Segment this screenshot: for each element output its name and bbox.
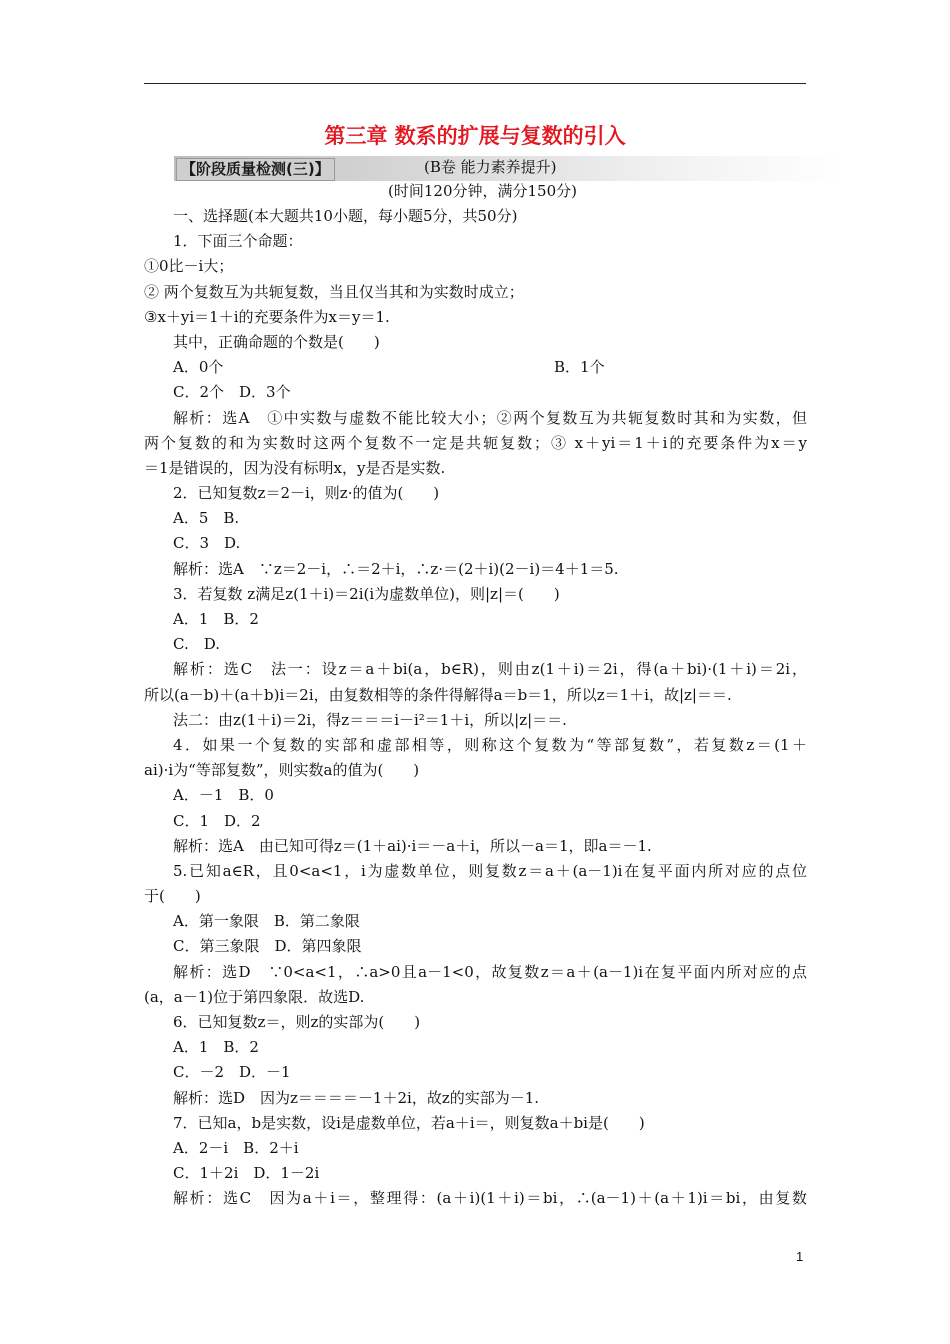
question-1-solution-end: ＝1是错误的，因为没有标明x，y是否是实数. xyxy=(144,458,446,477)
question-1-solution: 解析：选A ①中实数与虚数不能比较大小；②两个复数互为共轭复数时其和为实数，但 xyxy=(173,408,807,427)
question-5-solution-cont: (a，a－1)位于第四象限．故选D. xyxy=(144,987,365,1006)
question-1-options-ab xyxy=(173,355,807,380)
question-3-solution-cont: 所以(a－b)＋(a＋b)i＝2i，由复数相等的条件得解得a＝b＝1，所以z＝1＋i，故|z|＝＝. xyxy=(144,685,732,704)
question-6-stem: 6．已知复数z＝，则z的实部为( ) xyxy=(173,1013,421,1031)
question-1-proposition-2: ② 两个复数互为共轭复数，当且仅当其和为实数时成立； xyxy=(144,282,524,301)
question-3-stem: 3．若复数 z满足z(1＋i)＝2i(i为虚数单位)，则|z|＝( ) xyxy=(173,584,560,603)
option-b: B．1个 xyxy=(554,358,605,377)
question-3-options-cd: C. D. xyxy=(173,635,220,654)
question-4-options-cd: C．1 D．2 xyxy=(173,811,261,830)
option-a: A．0个 xyxy=(173,358,224,377)
question-6-options-ab: A．1 B．2 xyxy=(173,1038,259,1057)
question-2-options-cd: C．3 D. xyxy=(173,534,241,553)
section-banner-label: 【阶段质量检测(三)】 xyxy=(176,158,335,181)
question-2-solution: 解析：选A ∵z＝2－i，∴＝2＋i，∴z·＝(2＋i)(2－i)＝4＋1＝5. xyxy=(173,559,619,578)
question-1-solution-cont: 两个复数的和为实数时这两个复数不一定是共轭复数；③ x＋yi＝1＋i的充要条件为x＝y xyxy=(144,433,807,452)
question-3-options-ab: A．1 B．2 xyxy=(173,610,259,628)
question-5-solution: 解析：选D ∵0<a<1，∴a>0且a－1<0，故复数z＝a＋(a－1)i在复平面内所对应的点 xyxy=(173,962,807,981)
question-2-options-ab: A．5 B. xyxy=(173,509,240,528)
question-4-solution: 解析：选A 由已知可得z＝(1＋ai)·i＝－a＋i，所以－a＝1，即a＝－1. xyxy=(173,836,652,855)
question-1-proposition-3: ③x＋yi＝1＋i的充要条件为x＝y＝1. xyxy=(144,307,390,326)
question-4-stem: 4．如果一个复数的实部和虚部相等，则称这个复数为“等部复数”，若复数z＝(1＋ xyxy=(173,735,807,754)
question-1-prompt: 其中，正确命题的个数是( ) xyxy=(173,332,380,351)
question-1-proposition-1: ①0比－i大； xyxy=(144,257,234,276)
question-5-stem-cont: 于( ) xyxy=(144,887,201,906)
question-7-options-cd: C．1＋2i D．1－2i xyxy=(173,1164,320,1183)
question-3-solution: 解析：选C 法一：设z＝a＋bi(a，b∈R)，则由z(1＋i)＝2i，得(a＋bi)·(1＋i)＝2i， xyxy=(173,660,807,679)
question-5-options-cd: C．第三象限 D．第四象限 xyxy=(173,937,362,956)
section-heading: 一、选择题(本大题共10小题，每小题5分，共50分) xyxy=(173,207,518,225)
question-7-solution: 解析：选C 因为a＋i＝，整理得：(a＋i)(1＋i)＝bi，∴(a－1)＋(a＋1)i＝bi，由复数 xyxy=(173,1189,807,1208)
question-4-options-ab: A．－1 B．0 xyxy=(173,786,274,805)
section-subtitle: (B卷 能力素养提升) xyxy=(424,158,557,176)
question-2-stem: 2．已知复数z＝2－i，则z·的值为( ) xyxy=(173,484,440,503)
question-1-options-cd: C．2个 D．3个 xyxy=(173,383,291,402)
header-rule xyxy=(144,83,806,84)
exam-body xyxy=(144,204,807,1212)
question-5-stem: 5.已知a∈R，且0<a<1，i为虚数单位，则复数z＝a＋(a－1)i在复平面内所对应的点位 xyxy=(173,861,807,880)
question-7-options-ab: A．2－i B．2＋i xyxy=(173,1138,299,1157)
question-1-stem: 1．下面三个命题： xyxy=(173,232,303,251)
question-6-options-cd: C．－2 D．－1 xyxy=(173,1063,291,1082)
question-3-solution-method-2: 法二：由z(1＋i)＝2i，得z＝＝＝i－i²＝1＋i，所以|z|＝＝. xyxy=(173,710,567,729)
page-number: 1 xyxy=(796,1249,804,1264)
question-6-solution: 解析：选D 因为z＝＝＝＝－1＋2i，故z的实部为－1. xyxy=(173,1088,540,1107)
question-5-options-ab: A．第一象限 B．第二象限 xyxy=(173,912,360,931)
question-4-stem-cont: ai)·i为“等部复数”，则实数a的值为( ) xyxy=(144,761,420,780)
chapter-title: 第三章 数系的扩展与复数的引入 xyxy=(324,124,626,148)
question-7-stem: 7．已知a，b是实数，设i是虚数单位，若a＋i＝，则复数a＋bi是( ) xyxy=(173,1113,645,1132)
exam-time-note: (时间120分钟，满分150分) xyxy=(388,182,577,200)
